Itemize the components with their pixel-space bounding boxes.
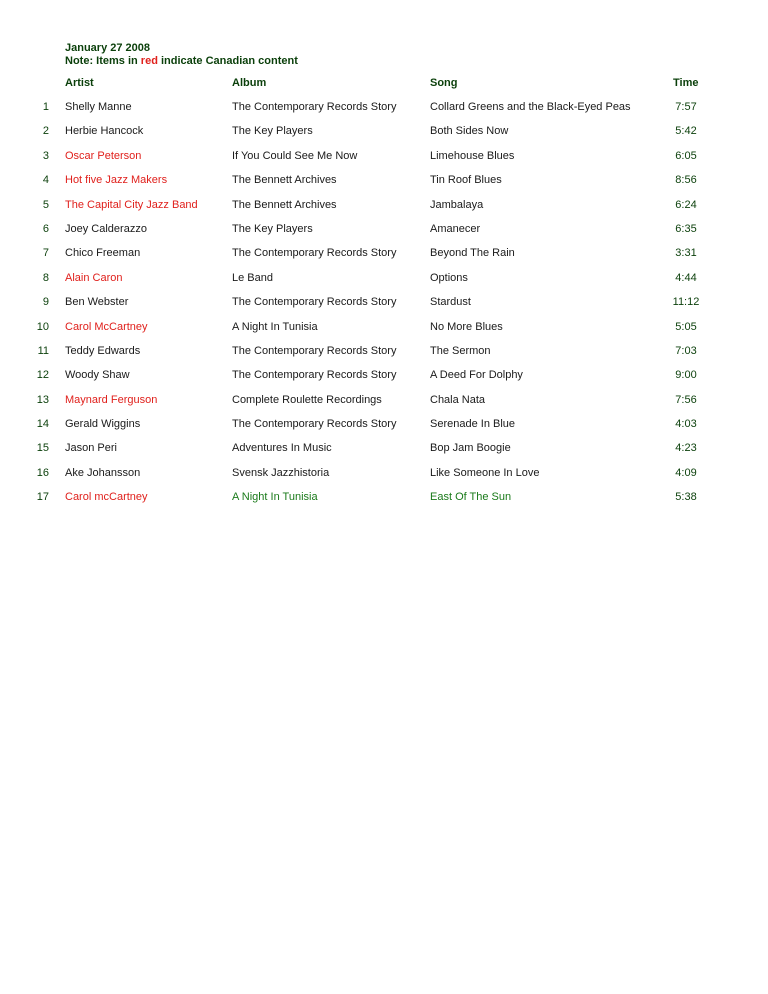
album-cell: A Night In Tunisia — [232, 491, 318, 504]
row-number: 5 — [42, 198, 49, 211]
album-cell: The Contemporary Records Story — [232, 344, 397, 357]
time-cell: 5:42 — [675, 125, 697, 138]
time-cell: 4:44 — [675, 271, 697, 284]
column-header-song: Song — [430, 77, 458, 89]
song-cell: Like Someone In Love — [430, 466, 540, 479]
column-header-time: Time — [673, 77, 699, 89]
playlist-table — [0, 101, 768, 516]
song-cell: Chala Nata — [430, 393, 486, 406]
time-cell: 4:23 — [675, 442, 697, 455]
artist-cell: Herbie Hancock — [65, 125, 144, 138]
table-row — [0, 418, 768, 442]
song-cell: Both Sides Now — [430, 125, 509, 138]
artist-cell: Chico Freeman — [65, 247, 141, 260]
album-cell: The Bennett Archives — [232, 174, 337, 187]
song-cell: Serenade In Blue — [430, 418, 516, 431]
row-number: 2 — [42, 125, 49, 138]
artist-cell: Alain Caron — [65, 271, 123, 284]
artist-cell: Shelly Manne — [65, 101, 132, 113]
song-cell: A Deed For Dolphy — [430, 369, 523, 382]
row-number: 11 — [37, 344, 49, 357]
table-row — [0, 491, 768, 515]
time-cell: 3:31 — [675, 247, 697, 260]
table-row — [0, 321, 768, 345]
time-cell: 4:09 — [675, 466, 697, 479]
row-number: 6 — [42, 222, 49, 235]
table-row — [0, 101, 768, 125]
album-cell: Le Band — [232, 271, 273, 284]
table-row — [0, 394, 768, 418]
row-number: 9 — [42, 296, 49, 309]
note-label — [65, 55, 298, 68]
artist-cell: Oscar Peterson — [65, 149, 142, 162]
row-number: 3 — [42, 149, 49, 162]
column-header-album: Album — [232, 77, 267, 89]
album-cell: The Key Players — [232, 222, 313, 235]
table-row — [0, 345, 768, 369]
artist-cell: Gerald Wiggins — [65, 418, 141, 431]
note-prefix: Note: Items in — [65, 55, 141, 67]
song-cell: No More Blues — [430, 320, 503, 333]
artist-cell: The Capital City Jazz Band — [65, 198, 198, 211]
table-row — [0, 174, 768, 198]
row-number: 8 — [42, 271, 49, 284]
song-cell: Stardust — [430, 296, 471, 309]
table-row — [0, 467, 768, 491]
song-cell: East Of The Sun — [430, 491, 512, 504]
album-cell: The Contemporary Records Story — [232, 418, 397, 431]
note-suffix: indicate Canadian content — [157, 55, 298, 67]
table-row — [0, 125, 768, 149]
song-cell: Options — [430, 271, 468, 284]
artist-cell: Maynard Ferguson — [65, 393, 158, 406]
song-cell: Beyond The Rain — [430, 247, 515, 260]
row-number: 1 — [42, 101, 49, 113]
row-number: 4 — [42, 174, 49, 187]
album-cell: Complete Roulette Recordings — [232, 393, 382, 406]
time-cell: 9:00 — [675, 369, 697, 382]
album-cell: The Contemporary Records Story — [232, 247, 397, 260]
table-row — [0, 223, 768, 247]
artist-cell: Carol McCartney — [65, 320, 148, 333]
time-cell: 7:03 — [675, 344, 697, 357]
row-number: 15 — [36, 442, 49, 455]
time-cell: 8:56 — [675, 174, 697, 187]
artist-cell: Teddy Edwards — [65, 344, 141, 357]
table-row — [0, 199, 768, 223]
song-cell: Tin Roof Blues — [430, 174, 502, 187]
page-header — [65, 42, 298, 68]
album-cell: If You Could See Me Now — [232, 149, 358, 162]
time-cell: 5:38 — [675, 491, 697, 504]
time-cell: 4:03 — [675, 418, 697, 431]
table-row — [0, 150, 768, 174]
row-number: 12 — [36, 369, 49, 382]
time-cell: 6:35 — [675, 222, 697, 235]
note-red-word: red — [140, 55, 158, 67]
time-cell: 11:12 — [672, 296, 700, 309]
album-cell: Svensk Jazzhistoria — [232, 466, 330, 479]
song-cell: Jambalaya — [430, 198, 484, 211]
time-cell: 5:05 — [675, 320, 697, 333]
artist-cell: Carol mcCartney — [65, 491, 148, 504]
time-cell: 7:56 — [675, 393, 697, 406]
song-cell: The Sermon — [430, 344, 491, 357]
album-cell: The Bennett Archives — [232, 198, 337, 211]
song-cell: Bop Jam Boogie — [430, 442, 511, 455]
table-row — [0, 272, 768, 296]
album-cell: The Key Players — [232, 125, 313, 138]
row-number: 16 — [36, 466, 49, 479]
column-header-artist: Artist — [65, 77, 94, 89]
artist-cell: Ake Johansson — [65, 466, 141, 479]
row-number: 17 — [36, 491, 49, 504]
time-cell: 6:05 — [675, 149, 697, 162]
album-cell: The Contemporary Records Story — [232, 369, 397, 382]
artist-cell: Jason Peri — [65, 442, 117, 455]
row-number: 13 — [36, 393, 49, 406]
album-cell: Adventures In Music — [232, 442, 332, 455]
album-cell: The Contemporary Records Story — [232, 296, 397, 309]
row-number: 14 — [36, 418, 49, 431]
table-row — [0, 369, 768, 393]
artist-cell: Woody Shaw — [65, 369, 130, 382]
song-cell: Collard Greens and the Black-Eyed Peas — [430, 101, 631, 113]
time-cell: 7:57 — [675, 101, 697, 113]
row-number: 7 — [42, 247, 49, 260]
artist-cell: Ben Webster — [65, 296, 129, 309]
song-cell: Amanecer — [430, 222, 481, 235]
artist-cell: Hot five Jazz Makers — [65, 174, 168, 187]
artist-cell: Joey Calderazzo — [65, 222, 147, 235]
album-cell: The Contemporary Records Story — [232, 101, 397, 113]
song-cell: Limehouse Blues — [430, 149, 515, 162]
table-row — [0, 247, 768, 271]
time-cell: 6:24 — [675, 198, 697, 211]
table-row — [0, 442, 768, 466]
row-number: 10 — [36, 320, 49, 333]
album-cell: A Night In Tunisia — [232, 320, 318, 333]
date-label: January 27 2008 — [65, 42, 151, 54]
table-row — [0, 296, 768, 320]
